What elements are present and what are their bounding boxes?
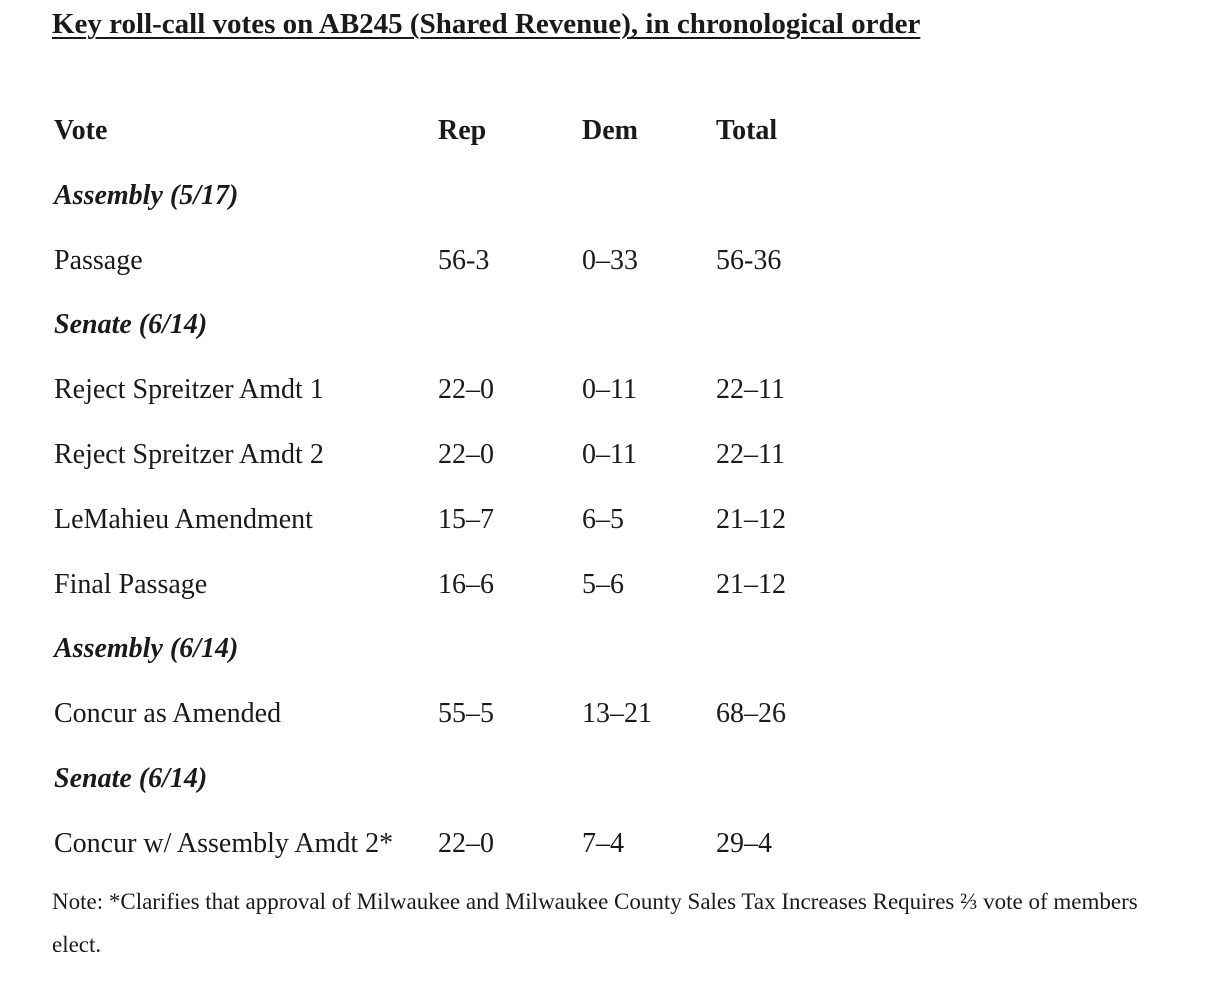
table-row <box>54 370 1154 410</box>
vote-name: Reject Spreitzer Amdt 2 <box>54 439 324 470</box>
table-row <box>54 824 1154 864</box>
footnote: Note: *Clarifies that approval of Milwaukee and Milwaukee County Sales Tax Increases Requires ⅔ vote of members elect. <box>52 889 1138 957</box>
total-count: 21–12 <box>716 569 786 600</box>
section-heading <box>54 176 1154 216</box>
total-count: 29–4 <box>716 828 772 859</box>
table-row <box>54 565 1154 605</box>
total-count: 56-36 <box>716 245 782 276</box>
vote-name: LeMahieu Amendment <box>54 504 313 535</box>
total-count: 22–11 <box>716 439 785 470</box>
section-label: Senate (6/14) <box>54 309 208 340</box>
dem-count: 7–4 <box>582 828 624 859</box>
vote-name: Final Passage <box>54 569 208 600</box>
section-label: Assembly (5/17) <box>54 180 239 211</box>
total-count: 22–11 <box>716 374 785 405</box>
vote-name: Concur w/ Assembly Amdt 2* <box>54 828 394 859</box>
dem-count: 13–21 <box>582 698 652 729</box>
dem-count: 0–33 <box>582 245 638 276</box>
dem-count: 6–5 <box>582 504 624 535</box>
dem-count: 5–6 <box>582 569 624 600</box>
rep-count: 15–7 <box>438 504 494 535</box>
table-row <box>54 435 1154 475</box>
table-header-row <box>54 111 1154 151</box>
column-header-vote: Vote <box>54 115 108 146</box>
table-row <box>54 241 1154 281</box>
total-count: 68–26 <box>716 698 786 729</box>
rep-count: 22–0 <box>438 828 494 859</box>
total-count: 21–12 <box>716 504 786 535</box>
rep-count: 22–0 <box>438 374 494 405</box>
section-heading <box>54 305 1154 345</box>
section-label: Senate (6/14) <box>54 763 208 794</box>
document-title: Key roll-call votes on AB245 (Shared Revenue), in chronological order <box>52 8 921 40</box>
vote-name: Concur as Amended <box>54 698 282 729</box>
table-row <box>54 694 1154 734</box>
section-heading <box>54 629 1154 669</box>
rep-count: 22–0 <box>438 439 494 470</box>
column-header-rep: Rep <box>438 115 487 146</box>
rep-count: 55–5 <box>438 698 494 729</box>
column-header-dem: Dem <box>582 115 638 146</box>
section-heading <box>54 759 1154 799</box>
table-row <box>54 500 1154 540</box>
column-header-total: Total <box>716 115 778 146</box>
vote-name: Reject Spreitzer Amdt 1 <box>54 374 324 405</box>
vote-name: Passage <box>54 245 143 276</box>
section-label: Assembly (6/14) <box>54 633 239 664</box>
rep-count: 56-3 <box>438 245 490 276</box>
dem-count: 0–11 <box>582 374 637 405</box>
rep-count: 16–6 <box>438 569 494 600</box>
dem-count: 0–11 <box>582 439 637 470</box>
